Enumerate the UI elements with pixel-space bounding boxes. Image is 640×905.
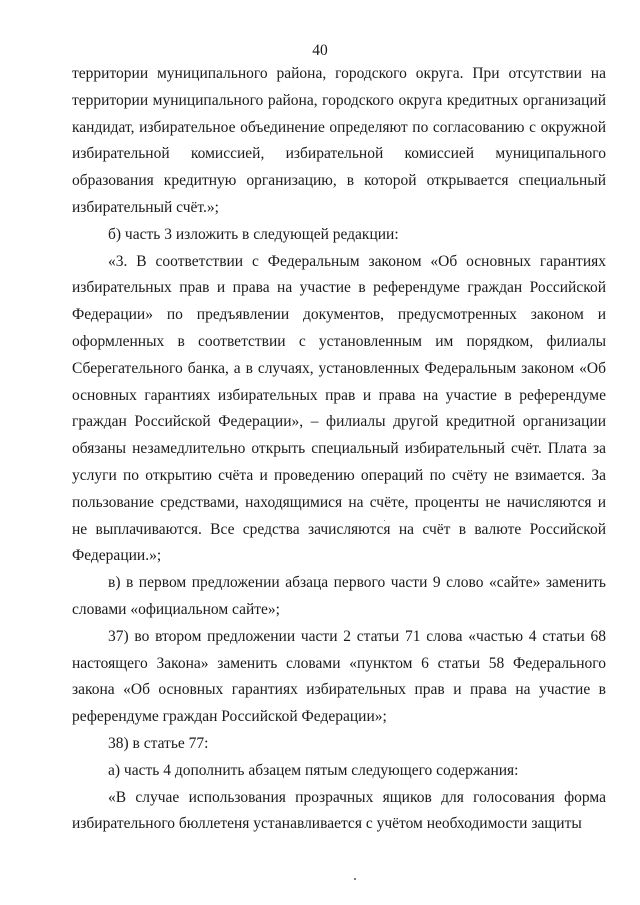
paragraph-part-3-text: «3. В соответствии с Федеральным законом «Об основных гарантиях избирательных прав и права на участие в референдуме граждан Российской Федерации» по предъявлении документов, предусмотренных законом и оформленных в соответствии с установленным им порядком, филиалы Сберегательного банка, а в случаях, установленных Федеральным законом «Об основных гарантиях избирательных прав и права на участие в референдуме граждан Российской Федерации», – филиалы другой кредитной организации обязаны незамедлительно открыть специальный избирательный счёт. Плата за услуги по открытию счёта и проведению операций по счёту не взимается. За пользование средствами, находящимися на счёте, проценты не начисляются и не выплачиваются. Все средства зачисляются на счёт в валюте Российской Федерации.»; — [72, 252, 606, 565]
paragraph-transparent-boxes: «В случае использования прозрачных ящиков для голосования форма избирательного бюллетеня устанавливается с учётом необходимости защиты — [72, 788, 606, 833]
scan-speck — [384, 520, 385, 521]
paragraph-item-a: а) часть 4 дополнить абзацем пятым следующего содержания: — [108, 761, 519, 779]
paragraph-item-v: в) в первом предложении абзаца первого части 9 слово «сайте» заменить словами «официальном сайте»; — [72, 574, 606, 618]
page-number: 40 — [312, 42, 328, 59]
paragraph-item-37: 37) во втором предложении части 2 статьи 71 слова «частью 4 статьи 68 настоящего Закона» заменить словами «пунктом 6 статьи 58 Федерального закона «Об основных гарантиях избирательных прав и права на участие в референдуме граждан Российской Федерации»; — [72, 627, 606, 726]
scan-speck — [354, 878, 356, 880]
paragraph-item-b: б) часть 3 изложить в следующей редакции: — [108, 225, 399, 243]
paragraph-item-38: 38) в статье 77: — [108, 734, 209, 752]
document-body — [72, 61, 606, 838]
paragraph-territory-continuation: территории муниципального района, городского округа. При отсутствии на территории муниципального района, городского округа кредитных организаций кандидат, избирательное объединение определяют по согласованию с окружной избирательной комиссией, избирательной комиссией муниципального образования кредитную организацию, в которой открывается специальный избирательный счёт.»; — [72, 65, 606, 216]
